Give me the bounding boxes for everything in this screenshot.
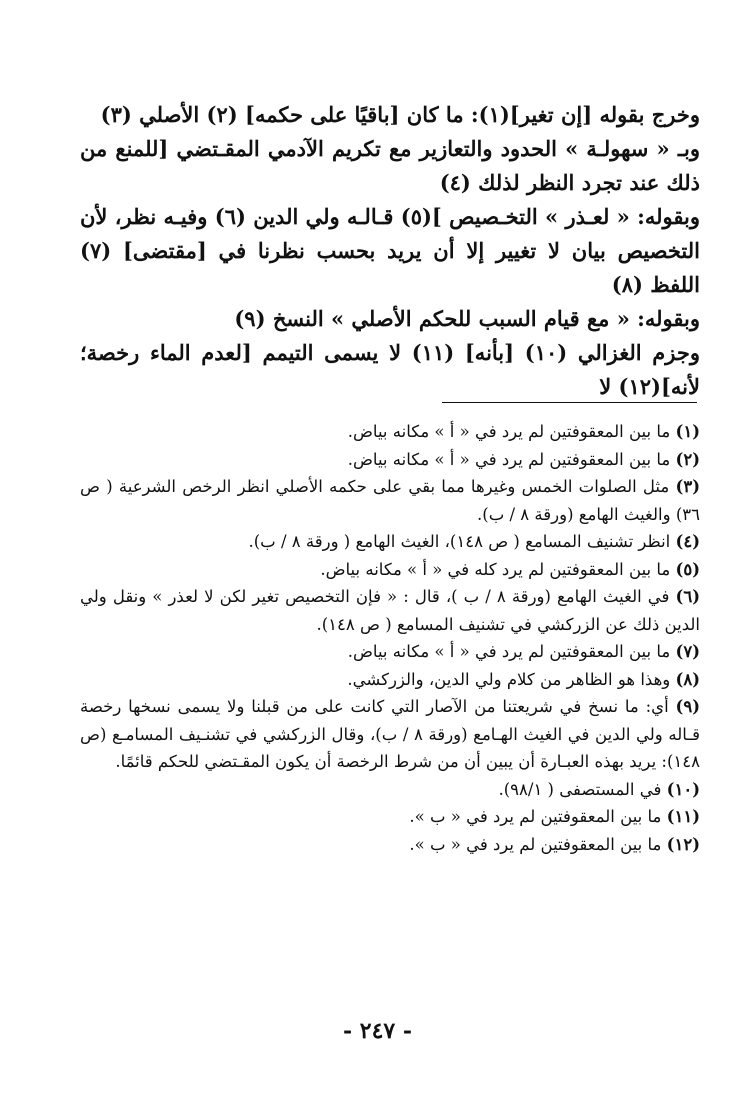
- footnote-number: (٧): [675, 642, 700, 661]
- page-number: - ٢٤٧ -: [342, 1018, 413, 1044]
- footnote: [80, 638, 700, 666]
- footnote-number: (١): [675, 422, 700, 441]
- paragraph-3: وبقوله: « لعـذر » التخـصيص ](٥) قـالـه ولي الدين (٦) وفيـه نظر، لأن التخصيص بيان لا تغيير إلا أن يريد بحسب نظرنا في [مقتضى] (٧) اللفظ (٨): [80, 204, 700, 297]
- footnote-text: مثل الصلوات الخمس وغيرها مما بقي على حكمه الأصلي انظر الرخص الشرعية ( ص ٣٦) والغيث الهامع (ورقة ٨ / ب).: [80, 477, 700, 524]
- footnote-text: ما بين المعقوفتين لم يرد في « أ » مكانه بياض.: [347, 449, 671, 469]
- footnote-number: (٩): [675, 697, 700, 716]
- footnote: [80, 473, 700, 528]
- footnote: [80, 556, 700, 584]
- footnote-number: (١١): [666, 807, 700, 826]
- footnote: [80, 446, 700, 474]
- footnote: [80, 418, 700, 446]
- footnote: [80, 693, 700, 776]
- footnote-text: في المستصفى ( ٩٨/١).: [498, 779, 662, 799]
- footnote: [80, 528, 700, 556]
- paragraph-2: وبـ « سهولـة » الحدود والتعازير مع تكريم الآدمي المقـتضي [للمنع من ذلك عند تجرد النظر لذلك (٤): [80, 136, 700, 195]
- footnote: [80, 803, 700, 831]
- footnote-text: ما بين المعقوفتين لم يرد كله في « أ » مكانه بياض.: [320, 559, 671, 579]
- footnote-text: وهذا هو الظاهر من كلام ولي الدين، والزركشي.: [347, 669, 671, 689]
- footnote-number: (٢): [675, 449, 700, 469]
- main-text: [80, 98, 700, 404]
- footnote-number: (٥): [675, 559, 700, 579]
- footnote-text: أي: ما نسخ في شريعتنا من الآصار التي كانت على من قبلنا ولا يسمى نسخها رخصة قـاله ولي الدين في الغيث الهـامع (ورقة ٨ / ب)، وقال الزركشي في تشنـيف المسامـع (ص ١٤٨): يريد بهذه العبـارة أن يبين أن من شرط الرخصة أن يكون المقـتضي للحكم قائمًا.: [80, 697, 700, 771]
- footnote-number: (٨): [675, 669, 700, 689]
- footnote-number: (١٢): [666, 834, 700, 854]
- footnote-number: (٣): [675, 477, 700, 496]
- footnote-text: انظر تشنيف المسامع ( ص ١٤٨)، الغيث الهامع ( ورقة ٨ / ب).: [248, 532, 671, 551]
- footnote-number: (٦): [675, 587, 700, 606]
- footnote-number: (١٠): [666, 779, 700, 799]
- footnote-text: ما بين المعقوفتين لم يرد في « ب ».: [409, 834, 662, 854]
- footnote-text: في الغيث الهامع (ورقة ٨ / ب )، قال : « فإن التخصيص تغير لكن لا لعذر » ونقل ولي الدين ذلك عن الزركشي في تشنيف المسامع ( ص ١٤٨).: [80, 587, 700, 634]
- footnote: [80, 583, 700, 638]
- footnote-text: ما بين المعقوفتين لم يرد في « أ » مكانه بياض.: [347, 422, 671, 441]
- footnote: [80, 666, 700, 694]
- paragraph-5: وجزم الغزالي (١٠) [بأنه] (١١) لا يسمى التيمم [لعدم الماء رخصة؛ لأنه](١٢) لا: [80, 340, 700, 399]
- footnotes: [80, 418, 700, 858]
- paragraph-4: وبقوله: « مع قيام السبب للحكم الأصلي » النسخ (٩): [234, 306, 700, 331]
- footnote-text: ما بين المعقوفتين لم يرد في « أ » مكانه بياض.: [347, 642, 671, 661]
- footnote-text: ما بين المعقوفتين لم يرد في « ب ».: [409, 807, 662, 826]
- paragraph-1: وخرج بقوله [إن تغير](١): ما كان [باقيًا على حكمه] (٢) الأصلي (٣): [100, 102, 700, 127]
- footnote: [80, 776, 700, 804]
- footnote-number: (٤): [675, 532, 700, 551]
- footnote: [80, 831, 700, 859]
- footnote-separator: [442, 402, 697, 403]
